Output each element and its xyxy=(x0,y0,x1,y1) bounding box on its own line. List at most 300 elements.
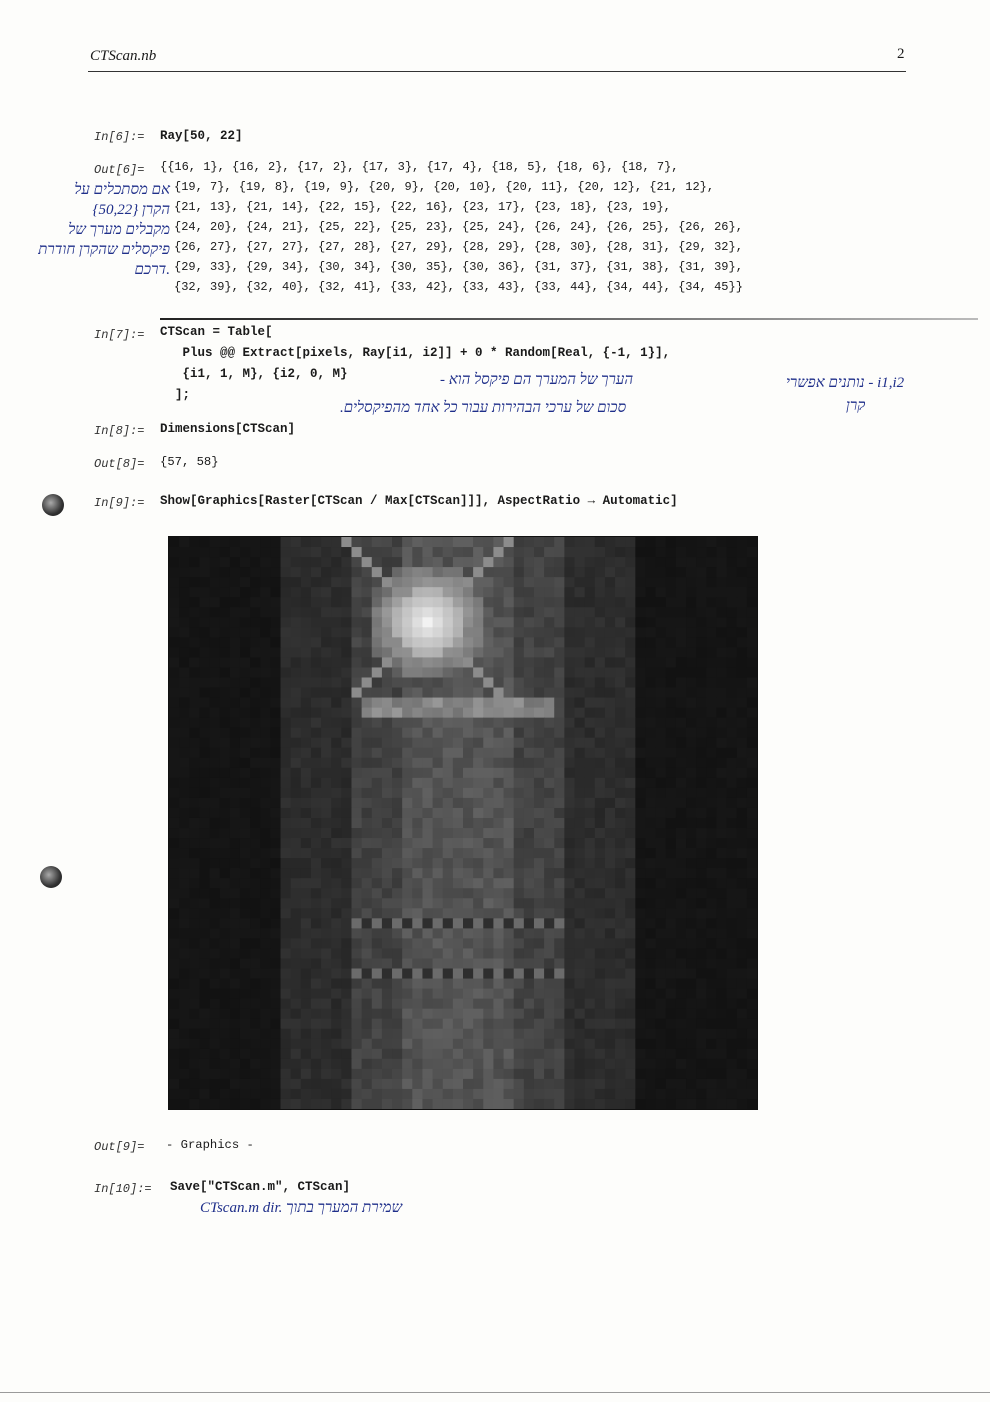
raster-pixel xyxy=(493,677,504,688)
raster-pixel xyxy=(564,888,575,899)
raster-pixel xyxy=(433,969,444,980)
raster-pixel xyxy=(585,878,596,889)
raster-pixel xyxy=(291,1099,302,1109)
raster-pixel xyxy=(575,688,586,699)
raster-pixel xyxy=(696,788,707,799)
raster-pixel xyxy=(696,748,707,759)
raster-pixel xyxy=(737,938,748,949)
raster-pixel xyxy=(321,728,332,739)
raster-pixel xyxy=(575,828,586,839)
raster-pixel xyxy=(362,657,373,668)
raster-pixel xyxy=(514,688,525,699)
raster-pixel xyxy=(402,738,413,749)
raster-pixel xyxy=(656,677,667,688)
raster-pixel xyxy=(463,818,474,829)
raster-pixel xyxy=(706,979,717,990)
raster-pixel xyxy=(463,728,474,739)
raster-pixel xyxy=(372,828,383,839)
raster-pixel xyxy=(230,778,241,789)
raster-pixel xyxy=(199,667,210,678)
raster-pixel xyxy=(635,838,646,849)
raster-pixel xyxy=(493,1099,504,1109)
raster-pixel xyxy=(595,667,606,678)
raster-pixel xyxy=(514,708,525,719)
raster-pixel xyxy=(534,567,545,578)
in9-code[interactable]: Show[Graphics[Raster[CTScan / Max[CTScan]]], AspectRatio → Automatic] xyxy=(160,494,678,508)
raster-pixel xyxy=(341,637,352,648)
raster-pixel xyxy=(372,868,383,879)
raster-pixel xyxy=(463,878,474,889)
raster-pixel xyxy=(473,738,484,749)
raster-pixel xyxy=(625,878,636,889)
raster-pixel xyxy=(747,979,757,990)
raster-pixel xyxy=(362,547,373,558)
raster-pixel xyxy=(240,677,251,688)
raster-pixel xyxy=(554,969,565,980)
raster-pixel xyxy=(351,728,362,739)
in7-code[interactable] xyxy=(160,325,670,409)
raster-pixel xyxy=(311,969,322,980)
raster-pixel xyxy=(615,1079,626,1090)
raster-pixel xyxy=(645,1089,656,1100)
raster-pixel xyxy=(656,577,667,588)
raster-pixel xyxy=(544,698,555,709)
raster-pixel xyxy=(240,667,251,678)
raster-pixel xyxy=(595,607,606,618)
in10-code[interactable]: Save["CTScan.m", CTScan] xyxy=(170,1180,351,1194)
raster-pixel xyxy=(382,798,393,809)
raster-pixel xyxy=(331,627,342,638)
raster-pixel xyxy=(615,768,626,779)
raster-pixel xyxy=(605,567,616,578)
raster-pixel xyxy=(524,728,535,739)
raster-pixel xyxy=(504,718,515,729)
raster-pixel xyxy=(544,908,555,919)
raster-pixel xyxy=(281,688,292,699)
raster-pixel xyxy=(179,1079,190,1090)
raster-pixel xyxy=(250,738,261,749)
in8-code[interactable]: Dimensions[CTScan] xyxy=(160,422,296,436)
raster-pixel xyxy=(463,617,474,628)
raster-pixel xyxy=(189,537,200,548)
raster-pixel xyxy=(716,918,727,929)
raster-pixel xyxy=(605,838,616,849)
raster-pixel xyxy=(564,647,575,658)
raster-pixel xyxy=(351,958,362,969)
raster-pixel xyxy=(321,587,332,598)
raster-pixel xyxy=(727,798,738,809)
raster-pixel xyxy=(605,938,616,949)
raster-pixel xyxy=(341,567,352,578)
raster-pixel xyxy=(372,688,383,699)
raster-pixel xyxy=(311,828,322,839)
raster-pixel xyxy=(189,647,200,658)
raster-pixel xyxy=(372,848,383,859)
raster-pixel xyxy=(686,667,697,678)
raster-pixel xyxy=(230,567,241,578)
raster-pixel xyxy=(706,1059,717,1070)
raster-pixel xyxy=(605,577,616,588)
raster-pixel xyxy=(402,557,413,568)
raster-pixel xyxy=(483,1099,494,1109)
raster-pixel xyxy=(686,758,697,769)
raster-pixel xyxy=(595,908,606,919)
raster-pixel xyxy=(412,657,423,668)
raster-pixel xyxy=(291,728,302,739)
raster-pixel xyxy=(504,688,515,699)
raster-pixel xyxy=(615,667,626,678)
raster-pixel xyxy=(625,1059,636,1070)
raster-pixel xyxy=(595,1059,606,1070)
raster-pixel xyxy=(382,838,393,849)
raster-pixel xyxy=(635,1089,646,1100)
raster-pixel xyxy=(625,1029,636,1040)
raster-pixel xyxy=(493,828,504,839)
raster-pixel xyxy=(291,788,302,799)
raster-pixel xyxy=(473,567,484,578)
raster-pixel xyxy=(331,758,342,769)
raster-pixel xyxy=(341,537,352,548)
raster-pixel xyxy=(240,698,251,709)
raster-pixel xyxy=(473,828,484,839)
raster-pixel xyxy=(422,657,433,668)
raster-pixel xyxy=(443,798,454,809)
raster-pixel xyxy=(210,948,221,959)
raster-pixel xyxy=(564,848,575,859)
raster-pixel xyxy=(351,808,362,819)
raster-pixel xyxy=(311,908,322,919)
raster-pixel xyxy=(321,808,332,819)
raster-pixel xyxy=(250,918,261,929)
raster-pixel xyxy=(564,928,575,939)
raster-pixel xyxy=(575,607,586,618)
raster-pixel xyxy=(575,1039,586,1050)
raster-pixel xyxy=(564,828,575,839)
raster-pixel xyxy=(656,1039,667,1050)
raster-pixel xyxy=(493,938,504,949)
raster-pixel xyxy=(625,637,636,648)
in6-code[interactable]: Ray[50, 22] xyxy=(160,129,243,143)
raster-pixel xyxy=(686,1009,697,1020)
raster-pixel xyxy=(504,698,515,709)
raster-pixel xyxy=(433,698,444,709)
raster-pixel xyxy=(433,778,444,789)
raster-pixel xyxy=(635,808,646,819)
raster-pixel xyxy=(433,1089,444,1100)
raster-pixel xyxy=(676,1039,687,1050)
raster-pixel xyxy=(179,969,190,980)
raster-pixel xyxy=(493,728,504,739)
raster-pixel xyxy=(635,858,646,869)
raster-pixel xyxy=(260,1019,271,1030)
raster-pixel xyxy=(585,1029,596,1040)
raster-pixel xyxy=(544,637,555,648)
raster-pixel xyxy=(645,537,656,548)
raster-pixel xyxy=(493,597,504,608)
raster-pixel xyxy=(443,708,454,719)
raster-pixel xyxy=(645,597,656,608)
raster-pixel xyxy=(210,577,221,588)
raster-pixel xyxy=(250,778,261,789)
raster-pixel xyxy=(362,698,373,709)
raster-pixel xyxy=(706,547,717,558)
raster-pixel xyxy=(382,748,393,759)
raster-pixel xyxy=(514,778,525,789)
raster-pixel xyxy=(433,1029,444,1040)
raster-pixel xyxy=(331,587,342,598)
raster-pixel xyxy=(412,1019,423,1030)
raster-pixel xyxy=(443,597,454,608)
raster-pixel xyxy=(564,969,575,980)
raster-pixel xyxy=(189,999,200,1010)
raster-pixel xyxy=(281,587,292,598)
raster-pixel xyxy=(716,838,727,849)
raster-pixel xyxy=(706,617,717,628)
raster-pixel xyxy=(362,938,373,949)
raster-pixel xyxy=(372,557,383,568)
raster-pixel xyxy=(747,958,757,969)
raster-pixel xyxy=(169,918,180,929)
raster-pixel xyxy=(737,708,748,719)
raster-pixel xyxy=(210,768,221,779)
raster-pixel xyxy=(362,627,373,638)
raster-pixel xyxy=(443,637,454,648)
raster-pixel xyxy=(169,1069,180,1080)
raster-pixel xyxy=(372,647,383,658)
raster-pixel xyxy=(351,537,362,548)
raster-pixel xyxy=(281,888,292,899)
raster-pixel xyxy=(422,698,433,709)
raster-pixel xyxy=(534,587,545,598)
raster-pixel xyxy=(706,848,717,859)
raster-pixel xyxy=(351,637,362,648)
raster-pixel xyxy=(412,738,423,749)
raster-pixel xyxy=(493,1089,504,1100)
raster-pixel xyxy=(341,667,352,678)
raster-pixel xyxy=(463,979,474,990)
raster-pixel xyxy=(230,818,241,829)
raster-pixel xyxy=(473,627,484,638)
raster-pixel xyxy=(270,688,281,699)
raster-pixel xyxy=(656,597,667,608)
raster-pixel xyxy=(453,898,464,909)
raster-pixel xyxy=(575,1099,586,1109)
raster-pixel xyxy=(179,999,190,1010)
raster-pixel xyxy=(716,537,727,548)
raster-pixel xyxy=(625,688,636,699)
raster-pixel xyxy=(666,838,677,849)
raster-pixel xyxy=(554,979,565,990)
raster-pixel xyxy=(747,1049,757,1060)
raster-pixel xyxy=(331,667,342,678)
raster-pixel xyxy=(676,958,687,969)
raster-pixel xyxy=(504,1019,515,1030)
raster-pixel xyxy=(341,718,352,729)
raster-pixel xyxy=(220,718,231,729)
raster-pixel xyxy=(504,848,515,859)
raster-pixel xyxy=(311,808,322,819)
raster-pixel xyxy=(514,748,525,759)
raster-pixel xyxy=(270,848,281,859)
raster-pixel xyxy=(412,557,423,568)
raster-pixel xyxy=(341,848,352,859)
raster-pixel xyxy=(625,728,636,739)
raster-pixel xyxy=(311,898,322,909)
raster-pixel xyxy=(382,657,393,668)
raster-pixel xyxy=(422,1039,433,1050)
raster-pixel xyxy=(483,1029,494,1040)
raster-pixel xyxy=(301,1089,312,1100)
raster-pixel xyxy=(240,908,251,919)
raster-pixel xyxy=(595,698,606,709)
raster-pixel xyxy=(230,748,241,759)
raster-pixel xyxy=(514,878,525,889)
raster-pixel xyxy=(189,1069,200,1080)
raster-pixel xyxy=(453,979,464,990)
raster-pixel xyxy=(473,808,484,819)
raster-pixel xyxy=(331,718,342,729)
raster-pixel xyxy=(412,617,423,628)
raster-pixel xyxy=(291,637,302,648)
raster-pixel xyxy=(575,1049,586,1060)
raster-pixel xyxy=(291,1029,302,1040)
raster-pixel xyxy=(615,1009,626,1020)
raster-pixel xyxy=(230,738,241,749)
raster-pixel xyxy=(443,838,454,849)
raster-pixel xyxy=(189,928,200,939)
raster-pixel xyxy=(554,597,565,608)
raster-pixel xyxy=(544,657,555,668)
raster-pixel xyxy=(666,748,677,759)
raster-pixel xyxy=(473,768,484,779)
raster-pixel xyxy=(656,627,667,638)
raster-pixel xyxy=(382,547,393,558)
raster-pixel xyxy=(321,1019,332,1030)
raster-pixel xyxy=(716,1099,727,1109)
raster-pixel xyxy=(676,818,687,829)
raster-pixel xyxy=(645,758,656,769)
raster-pixel xyxy=(453,557,464,568)
raster-pixel xyxy=(281,1099,292,1109)
raster-pixel xyxy=(240,637,251,648)
raster-pixel xyxy=(554,918,565,929)
raster-pixel xyxy=(301,848,312,859)
raster-pixel xyxy=(615,828,626,839)
raster-pixel xyxy=(270,557,281,568)
raster-pixel xyxy=(372,948,383,959)
raster-pixel xyxy=(331,1029,342,1040)
raster-pixel xyxy=(635,828,646,839)
raster-pixel xyxy=(554,1089,565,1100)
raster-pixel xyxy=(625,768,636,779)
raster-pixel xyxy=(392,677,403,688)
raster-pixel xyxy=(402,748,413,759)
raster-pixel xyxy=(422,868,433,879)
raster-pixel xyxy=(615,958,626,969)
raster-pixel xyxy=(351,647,362,658)
raster-pixel xyxy=(382,778,393,789)
raster-pixel xyxy=(443,888,454,899)
raster-pixel xyxy=(230,969,241,980)
raster-pixel xyxy=(453,969,464,980)
raster-pixel xyxy=(362,1089,373,1100)
raster-pixel xyxy=(433,627,444,638)
raster-pixel xyxy=(493,948,504,959)
raster-pixel xyxy=(747,617,757,628)
raster-pixel xyxy=(311,1029,322,1040)
raster-pixel xyxy=(331,848,342,859)
raster-pixel xyxy=(625,597,636,608)
raster-pixel xyxy=(321,778,332,789)
raster-pixel xyxy=(534,647,545,658)
raster-pixel xyxy=(382,607,393,618)
raster-pixel xyxy=(493,928,504,939)
raster-pixel xyxy=(514,948,525,959)
raster-pixel xyxy=(716,677,727,688)
raster-pixel xyxy=(412,1029,423,1040)
raster-pixel xyxy=(250,828,261,839)
raster-pixel xyxy=(493,1049,504,1060)
raster-pixel xyxy=(737,808,748,819)
raster-pixel xyxy=(169,758,180,769)
raster-pixel xyxy=(727,1099,738,1109)
raster-pixel xyxy=(727,768,738,779)
raster-pixel xyxy=(615,587,626,598)
raster-pixel xyxy=(585,637,596,648)
raster-pixel xyxy=(625,657,636,668)
raster-pixel xyxy=(676,677,687,688)
raster-pixel xyxy=(250,1099,261,1109)
raster-pixel xyxy=(362,1009,373,1020)
raster-pixel xyxy=(706,928,717,939)
raster-pixel xyxy=(453,537,464,548)
raster-pixel xyxy=(453,778,464,789)
raster-pixel xyxy=(493,708,504,719)
raster-pixel xyxy=(706,667,717,678)
raster-pixel xyxy=(372,1019,383,1030)
raster-pixel xyxy=(281,748,292,759)
raster-pixel xyxy=(524,1069,535,1080)
out6-line: {26, 27}, {27, 27}, {27, 28}, {27, 29}, {28, 29}, {28, 30}, {28, 31}, {29, 32}, xyxy=(174,240,743,254)
raster-pixel xyxy=(747,537,757,548)
raster-pixel xyxy=(615,657,626,668)
raster-pixel xyxy=(676,948,687,959)
hw-line: דרכם. xyxy=(134,262,170,278)
raster-pixel xyxy=(645,718,656,729)
raster-pixel xyxy=(696,1059,707,1070)
raster-pixel xyxy=(260,1059,271,1070)
raster-pixel xyxy=(199,537,210,548)
raster-pixel xyxy=(686,587,697,598)
raster-pixel xyxy=(331,1059,342,1070)
raster-pixel xyxy=(321,708,332,719)
raster-pixel xyxy=(301,908,312,919)
raster-pixel xyxy=(260,557,271,568)
raster-pixel xyxy=(220,969,231,980)
raster-pixel xyxy=(727,969,738,980)
raster-pixel xyxy=(199,979,210,990)
raster-pixel xyxy=(493,547,504,558)
raster-pixel xyxy=(331,1019,342,1030)
raster-pixel xyxy=(727,1019,738,1030)
raster-pixel xyxy=(544,728,555,739)
raster-pixel xyxy=(189,778,200,789)
raster-pixel xyxy=(301,989,312,1000)
raster-pixel xyxy=(412,979,423,990)
raster-pixel xyxy=(727,828,738,839)
raster-pixel xyxy=(483,567,494,578)
raster-pixel xyxy=(534,999,545,1010)
